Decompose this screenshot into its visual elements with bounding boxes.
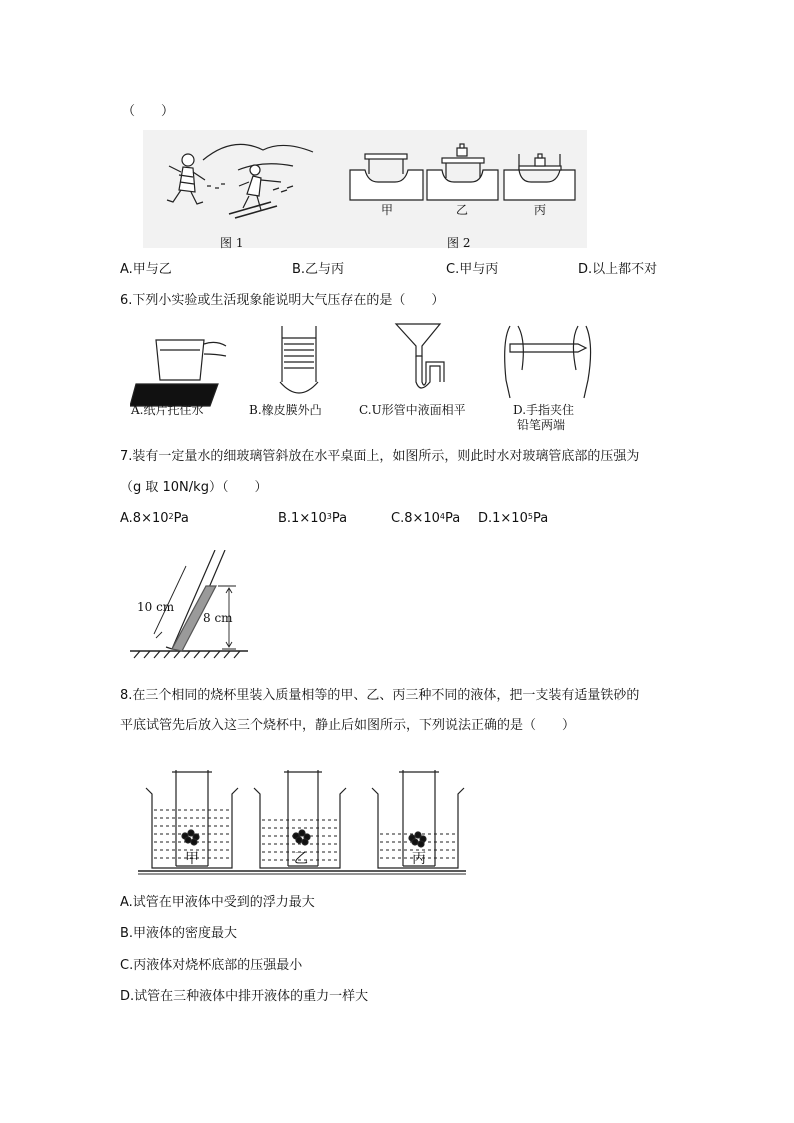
q8-option-b: B.甲液体的密度最大 xyxy=(120,926,238,941)
q6-caption-d-line1: D.手指夹住 xyxy=(513,403,575,417)
q6-caption-a: A.纸片托住水 xyxy=(131,403,204,417)
q7-option-c: $C.8\times 10^4Pa$ xyxy=(391,511,461,526)
beaker-label-jia: 甲 xyxy=(185,851,199,867)
q5-option-a: A.甲与乙 xyxy=(120,262,172,277)
q7-stem-line1: 7.装有一定量水的细玻璃管斜放在水平桌面上，如图所示，则此时水对玻璃管底部的压强为 xyxy=(120,449,640,464)
q7-label-height: 8 cm xyxy=(203,611,233,625)
figure2-label-yi: 乙 xyxy=(456,203,469,217)
q5-figure-drawing xyxy=(143,130,587,248)
figure2-label-bing: 丙 xyxy=(534,203,547,217)
q7-option-a: $A.8\times 10^2Pa$ xyxy=(120,511,189,526)
figure2-blocks xyxy=(350,144,575,200)
figure2-label-jia: 甲 xyxy=(381,203,394,217)
q7-label-length: 10 cm xyxy=(137,600,175,614)
q8-stem-line2: 平底试管先后放入这三个烧杯中，静止后如图所示，下列说法正确的是（ ） xyxy=(120,718,576,733)
q6-figure-a-paper-cup xyxy=(130,340,226,406)
figure1-snow-scene xyxy=(167,144,313,218)
q6-stem: 6.下列小实验或生活现象能说明大气压存在的是（ ） xyxy=(120,293,445,308)
q8-option-d: D.试管在三种液体中排开液体的重力一样大 xyxy=(120,989,369,1004)
beaker-label-bing: 丙 xyxy=(412,851,426,867)
q7-stem-line2: （g 取 10N/kg）（ ） xyxy=(120,480,268,495)
beaker-label-yi: 乙 xyxy=(294,851,308,867)
q6-caption-b: B.橡皮膜外凸 xyxy=(249,403,322,417)
q8-option-c: C.丙液体对烧杯底部的压强最小 xyxy=(120,958,303,973)
q7-option-b: $B.1\times 10^3Pa$ xyxy=(278,511,348,526)
q8-stem-line1: 8.在三个相同的烧杯里装入质量相等的甲、乙、丙三种不同的液体，把一支装有适量铁砂的 xyxy=(120,688,640,703)
q5-figure-panel xyxy=(143,130,587,248)
q5-option-b: B.乙与丙 xyxy=(292,262,345,277)
q6-figure-d-pencil xyxy=(505,326,591,398)
figure1-caption: 图 1 xyxy=(220,236,244,250)
q6-figure-c-u-tube xyxy=(396,324,444,388)
q5-option-d: D.以上都不对 xyxy=(578,262,658,277)
q5-answer-paren: （ ） xyxy=(122,104,175,119)
q6-caption-d-line2: 铅笔两端 xyxy=(517,418,566,432)
q6-figure-b-tube xyxy=(280,326,318,393)
q8-option-a: A.试管在甲液体中受到的浮力最大 xyxy=(120,895,315,910)
q5-option-c: C.甲与丙 xyxy=(446,262,499,277)
figure2-caption: 图 2 xyxy=(447,236,471,250)
q7-option-d: $D.1\times 10^5Pa$ xyxy=(478,511,549,526)
q6-caption-c: C.U形管中液面相平 xyxy=(359,403,466,417)
